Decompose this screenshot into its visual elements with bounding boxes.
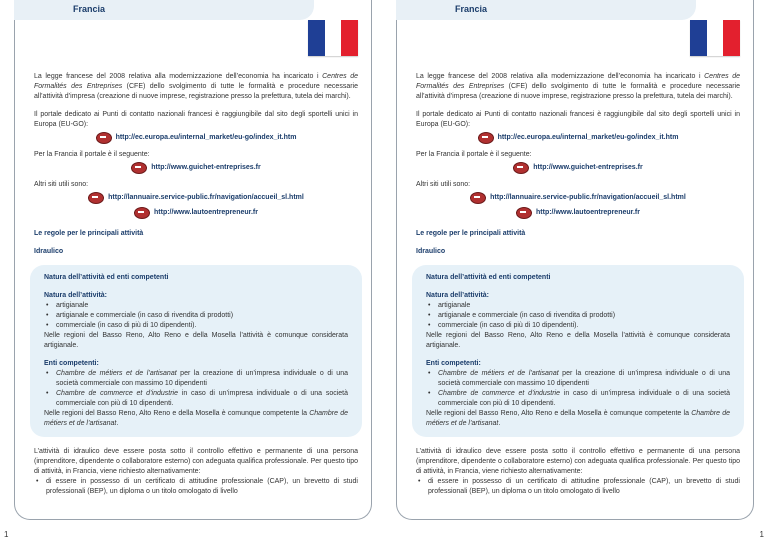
list-item: • commerciale (in caso di più di 10 dipendenti). (438, 321, 730, 331)
list-item: • Chambre de métiers et de l’artisanat per la creazione di un’impresa individuale o di una società commerciale con massimo 10 dipendenti (438, 369, 730, 389)
other-sites-text: Altri siti utili sono: (34, 181, 89, 188)
list-item: • artigianale e commerciale (in caso di rivendita di prodotti) (56, 311, 348, 321)
page-content (34, 72, 358, 497)
right-page (396, 0, 754, 520)
nature-list (44, 301, 348, 331)
list-item: • di essere in possesso di un certificato di attitudine professionale (CAP), un brevetto di studi professionali (BEP), un diploma o un titolo omologato di livello (428, 477, 740, 497)
page-content (416, 72, 740, 497)
web-icon (131, 162, 147, 174)
intro-paragraph: La legge francese del 2008 relativa alla modernizzazione dell’economia ha incaricato i Centres de Formalités des Entreprises (CFE) dello svolgimento di tutte le formalità e procedure necessarie all’attività d’impresa (creazione di nuove imprese, registrazione presso la prefettura, tutela dei marchi). (34, 73, 359, 100)
list-item: • artigianale e commerciale (in caso di rivendita di prodotti) (438, 311, 730, 321)
country-title: Francia (72, 4, 105, 14)
bottom-list (416, 477, 740, 497)
page-number: 1 (4, 530, 9, 539)
nature-label: Natura dell’attività: (44, 292, 108, 299)
autoentrepreneur-link[interactable]: http://www.lautoentrepreneur.fr (416, 207, 740, 219)
web-icon (516, 207, 532, 219)
guichet-link[interactable]: http://www.guichet-entreprises.fr (34, 162, 358, 174)
nature-list (426, 301, 730, 331)
nature-note: Nelle regioni del Basso Reno, Alto Reno e della Mosella l’attività è comunque considerata artigianale. (426, 332, 730, 349)
eu-go-link[interactable]: http://ec.europa.eu/internal_market/eu-go/index_it.htm (416, 132, 740, 144)
bottom-paragraph: L’attività di idraulico deve essere posta sotto il controllo effettivo e permanente di una persona (imprenditore, dipendente o collaboratore esterno) con adeguata qualifica professionale. Per questo tipo di attività, in Francia, viene richiesto alternativamente: (416, 448, 740, 475)
enti-note: Nelle regioni del Basso Reno, Alto Reno e della Mosella è comunque competente la Chambre de métiers et de l’artisanat. (44, 410, 348, 427)
header-tab (396, 0, 696, 20)
portal-paragraph: Il portale dedicato ai Punti di contatto nazionali francesi è raggiungibile dal sito degli sportelli unici in Europa (EU-GO): (416, 111, 740, 128)
french-flag-icon (690, 20, 740, 56)
web-icon (134, 207, 150, 219)
list-item: • artigianale (438, 301, 730, 311)
competence-box (412, 265, 744, 437)
list-item: • commerciale (in caso di più di 10 dipendenti). (56, 321, 348, 331)
rules-heading: Le regole per le principali attività (416, 230, 526, 237)
autoentrepreneur-link[interactable]: http://www.lautoentrepreneur.fr (34, 207, 358, 219)
list-item: • Chambre de commerce et d’industrie in caso di un’impresa individuale o di una società commerciale con più di 10 dipendenti. (438, 389, 730, 409)
intro-paragraph: La legge francese del 2008 relativa alla modernizzazione dell’economia ha incaricato i Centres de Formalités des Entreprises (CFE) dello svolgimento di tutte le formalità e procedure necessarie all’attività d’impresa (creazione di nuove imprese, registrazione presso la prefettura, tutela dei marchi). (416, 73, 741, 100)
enti-label: Enti competenti: (44, 360, 99, 367)
list-item: • Chambre de commerce et d’industrie in caso di un’impresa individuale o di una società commerciale con più di 10 dipendenti. (56, 389, 348, 409)
box-title: Natura dell’attività ed enti competenti (44, 274, 169, 281)
annuaire-link[interactable]: http://lannuaire.service-public.fr/navigation/accueil_sl.html (34, 192, 358, 204)
guichet-link[interactable]: http://www.guichet-entreprises.fr (416, 162, 740, 174)
portal-fr-paragraph: Per la Francia il portale è il seguente: (34, 151, 150, 158)
web-icon (88, 192, 104, 204)
country-title: Francia (454, 4, 487, 14)
list-item: • Chambre de métiers et de l’artisanat per la creazione di un’impresa individuale o di una società commerciale con massimo 10 dipendenti (56, 369, 348, 389)
box-title: Natura dell’attività ed enti competenti (426, 274, 551, 281)
web-icon (96, 132, 112, 144)
page-number: 1 (759, 530, 764, 539)
bottom-paragraph: L’attività di idraulico deve essere posta sotto il controllo effettivo e permanente di una persona (imprenditore, dipendente o collaboratore esterno) con adeguata qualifica professionale. Per questo tipo di attività, in Francia, viene richiesto alternativamente: (34, 448, 358, 475)
competence-box (30, 265, 362, 437)
list-item: • artigianale (56, 301, 348, 311)
web-icon (478, 132, 494, 144)
portal-fr-paragraph: Per la Francia il portale è il seguente: (416, 151, 532, 158)
enti-label: Enti competenti: (426, 360, 481, 367)
rules-heading: Le regole per le principali attività (34, 230, 144, 237)
eu-go-link[interactable]: http://ec.europa.eu/internal_market/eu-go/index_it.htm (34, 132, 358, 144)
bottom-list (34, 477, 358, 497)
enti-note: Nelle regioni del Basso Reno, Alto Reno e della Mosella è comunque competente la Chambre de métiers et de l’artisanat. (426, 410, 730, 427)
nature-label: Natura dell’attività: (426, 292, 490, 299)
french-flag-icon (308, 20, 358, 56)
left-page (14, 0, 372, 520)
other-sites-text: Altri siti utili sono: (416, 181, 471, 188)
portal-paragraph: Il portale dedicato ai Punti di contatto nazionali francesi è raggiungibile dal sito degli sportelli unici in Europa (EU-GO): (34, 111, 358, 128)
header-tab (14, 0, 314, 20)
annuaire-link[interactable]: http://lannuaire.service-public.fr/navigation/accueil_sl.html (416, 192, 740, 204)
nature-note: Nelle regioni del Basso Reno, Alto Reno e della Mosella l’attività è comunque considerata artigianale. (44, 332, 348, 349)
activity-heading: Idraulico (34, 248, 64, 255)
list-item: • di essere in possesso di un certificato di attitudine professionale (CAP), un brevetto di studi professionali (BEP), un diploma o un titolo omologato di livello (46, 477, 358, 497)
web-icon (470, 192, 486, 204)
activity-heading: Idraulico (416, 248, 446, 255)
enti-list (44, 369, 348, 409)
web-icon (513, 162, 529, 174)
enti-list (426, 369, 730, 409)
